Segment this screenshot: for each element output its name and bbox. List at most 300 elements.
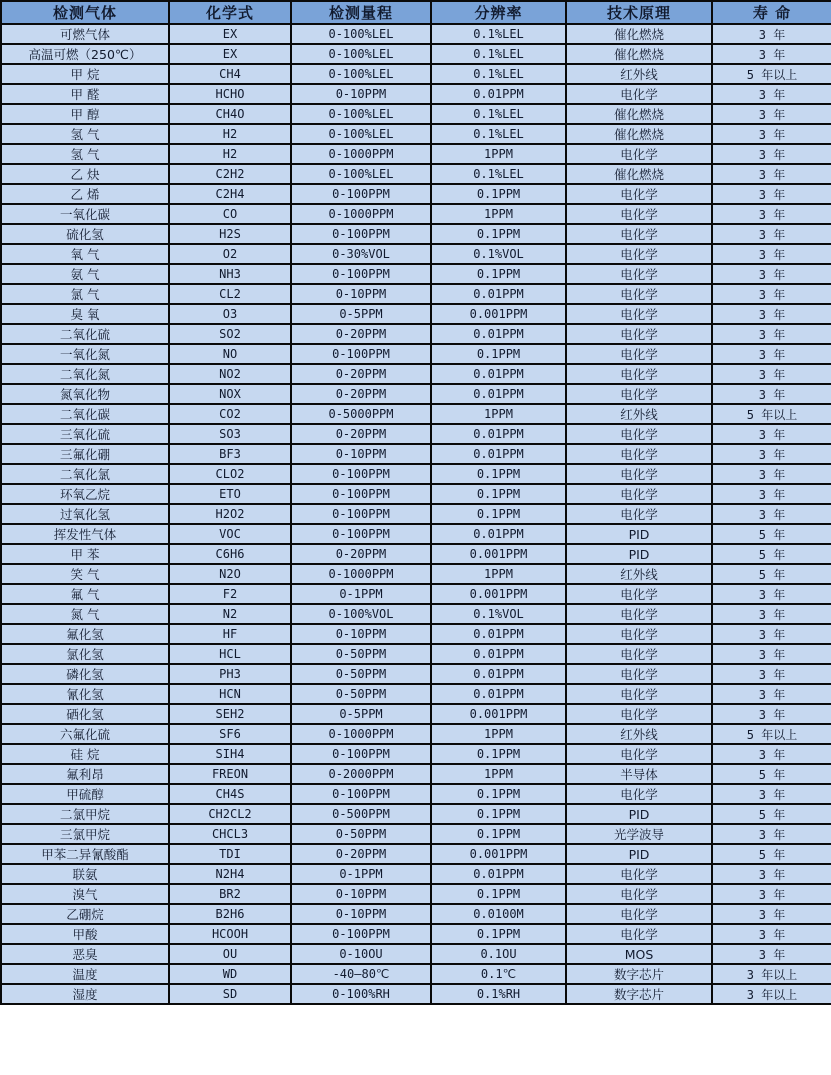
cell-resolution: 0.1PPM bbox=[431, 264, 566, 284]
cell-lifespan: 3 年 bbox=[712, 924, 831, 944]
cell-lifespan: 3 年 bbox=[712, 264, 831, 284]
cell-formula: O2 bbox=[169, 244, 291, 264]
cell-range: 0-500PPM bbox=[291, 804, 431, 824]
cell-resolution: 0.01PPM bbox=[431, 284, 566, 304]
cell-range: 0-20PPM bbox=[291, 324, 431, 344]
cell-principle: 电化学 bbox=[566, 744, 712, 764]
cell-gas: 可燃气体 bbox=[1, 24, 169, 44]
cell-lifespan: 3 年 bbox=[712, 944, 831, 964]
cell-gas: 恶臭 bbox=[1, 944, 169, 964]
table-row bbox=[1, 204, 831, 224]
cell-range: 0-100PPM bbox=[291, 924, 431, 944]
cell-principle: 电化学 bbox=[566, 284, 712, 304]
cell-gas: 三氯甲烷 bbox=[1, 824, 169, 844]
cell-resolution: 1PPM bbox=[431, 724, 566, 744]
cell-lifespan: 5 年以上 bbox=[712, 724, 831, 744]
cell-formula: SO2 bbox=[169, 324, 291, 344]
cell-gas: 甲硫醇 bbox=[1, 784, 169, 804]
cell-formula: TDI bbox=[169, 844, 291, 864]
cell-resolution: 0.1%LEL bbox=[431, 104, 566, 124]
cell-resolution: 0.001PPM bbox=[431, 844, 566, 864]
cell-lifespan: 3 年 bbox=[712, 244, 831, 264]
cell-resolution: 0.1%LEL bbox=[431, 64, 566, 84]
cell-resolution: 0.1%LEL bbox=[431, 44, 566, 64]
cell-gas: 氨 气 bbox=[1, 264, 169, 284]
table-row bbox=[1, 524, 831, 544]
cell-gas: 氯化氢 bbox=[1, 644, 169, 664]
cell-formula: C2H4 bbox=[169, 184, 291, 204]
table-row bbox=[1, 964, 831, 984]
cell-lifespan: 3 年 bbox=[712, 184, 831, 204]
cell-gas: 笑 气 bbox=[1, 564, 169, 584]
header-resolution: 分辨率 bbox=[431, 1, 566, 24]
cell-gas: 甲酸 bbox=[1, 924, 169, 944]
cell-principle: 电化学 bbox=[566, 384, 712, 404]
cell-resolution: 0.1PPM bbox=[431, 344, 566, 364]
cell-resolution: 0.1PPM bbox=[431, 224, 566, 244]
cell-formula: O3 bbox=[169, 304, 291, 324]
cell-range: 0-20PPM bbox=[291, 424, 431, 444]
cell-formula: HCN bbox=[169, 684, 291, 704]
table-row bbox=[1, 264, 831, 284]
cell-principle: 电化学 bbox=[566, 204, 712, 224]
cell-range: -40—80℃ bbox=[291, 964, 431, 984]
cell-resolution: 0.1℃ bbox=[431, 964, 566, 984]
cell-gas: 甲 醇 bbox=[1, 104, 169, 124]
cell-principle: 电化学 bbox=[566, 904, 712, 924]
cell-formula: H2 bbox=[169, 144, 291, 164]
cell-resolution: 0.001PPM bbox=[431, 304, 566, 324]
cell-resolution: 1PPM bbox=[431, 564, 566, 584]
cell-resolution: 0.1%RH bbox=[431, 984, 566, 1004]
cell-formula: CH4S bbox=[169, 784, 291, 804]
cell-range: 0-20PPM bbox=[291, 364, 431, 384]
cell-formula: WD bbox=[169, 964, 291, 984]
cell-range: 0-20PPM bbox=[291, 384, 431, 404]
header-formula: 化学式 bbox=[169, 1, 291, 24]
cell-lifespan: 3 年 bbox=[712, 504, 831, 524]
cell-lifespan: 5 年 bbox=[712, 844, 831, 864]
cell-range: 0-100PPM bbox=[291, 184, 431, 204]
cell-lifespan: 3 年 bbox=[712, 624, 831, 644]
cell-gas: 氟 气 bbox=[1, 584, 169, 604]
cell-gas: 甲 烷 bbox=[1, 64, 169, 84]
cell-principle: 电化学 bbox=[566, 924, 712, 944]
table-row bbox=[1, 484, 831, 504]
cell-gas: 二氯甲烷 bbox=[1, 804, 169, 824]
cell-formula: SIH4 bbox=[169, 744, 291, 764]
cell-gas: 湿度 bbox=[1, 984, 169, 1004]
cell-resolution: 0.01PPM bbox=[431, 864, 566, 884]
cell-range: 0-100%VOL bbox=[291, 604, 431, 624]
cell-principle: 催化燃烧 bbox=[566, 44, 712, 64]
cell-principle: 电化学 bbox=[566, 84, 712, 104]
header-row bbox=[1, 1, 831, 24]
table-row bbox=[1, 84, 831, 104]
cell-formula: CO2 bbox=[169, 404, 291, 424]
cell-formula: CO bbox=[169, 204, 291, 224]
cell-range: 0-100PPM bbox=[291, 464, 431, 484]
cell-gas: 硒化氢 bbox=[1, 704, 169, 724]
cell-gas: 乙硼烷 bbox=[1, 904, 169, 924]
table-row bbox=[1, 564, 831, 584]
cell-formula: CH2CL2 bbox=[169, 804, 291, 824]
cell-principle: 催化燃烧 bbox=[566, 24, 712, 44]
cell-range: 0-100%LEL bbox=[291, 64, 431, 84]
table-row bbox=[1, 824, 831, 844]
cell-formula: CHCL3 bbox=[169, 824, 291, 844]
cell-lifespan: 3 年 bbox=[712, 484, 831, 504]
cell-gas: 溴气 bbox=[1, 884, 169, 904]
table-row bbox=[1, 644, 831, 664]
cell-lifespan: 3 年 bbox=[712, 464, 831, 484]
cell-gas: 甲 醛 bbox=[1, 84, 169, 104]
cell-formula: CH4 bbox=[169, 64, 291, 84]
cell-formula: OU bbox=[169, 944, 291, 964]
cell-formula: C2H2 bbox=[169, 164, 291, 184]
cell-formula: N2O bbox=[169, 564, 291, 584]
cell-formula: H2S bbox=[169, 224, 291, 244]
cell-formula: HCOOH bbox=[169, 924, 291, 944]
table-row bbox=[1, 424, 831, 444]
cell-resolution: 0.1%VOL bbox=[431, 604, 566, 624]
cell-gas: 氟利昂 bbox=[1, 764, 169, 784]
cell-gas: 高温可燃（250℃） bbox=[1, 44, 169, 64]
cell-formula: SEH2 bbox=[169, 704, 291, 724]
header-gas: 检测气体 bbox=[1, 1, 169, 24]
cell-range: 0-100PPM bbox=[291, 224, 431, 244]
cell-formula: CLO2 bbox=[169, 464, 291, 484]
table-row bbox=[1, 184, 831, 204]
cell-principle: 催化燃烧 bbox=[566, 104, 712, 124]
cell-range: 0-5PPM bbox=[291, 704, 431, 724]
cell-range: 0-100%LEL bbox=[291, 164, 431, 184]
table-row bbox=[1, 24, 831, 44]
cell-formula: EX bbox=[169, 24, 291, 44]
table-row bbox=[1, 404, 831, 424]
table-row bbox=[1, 464, 831, 484]
cell-lifespan: 3 年 bbox=[712, 364, 831, 384]
cell-formula: PH3 bbox=[169, 664, 291, 684]
cell-range: 0-1PPM bbox=[291, 864, 431, 884]
cell-lifespan: 3 年 bbox=[712, 704, 831, 724]
cell-resolution: 0.1PPM bbox=[431, 504, 566, 524]
table-row bbox=[1, 884, 831, 904]
cell-principle: 半导体 bbox=[566, 764, 712, 784]
cell-formula: SD bbox=[169, 984, 291, 1004]
cell-formula: HCL bbox=[169, 644, 291, 664]
cell-lifespan: 5 年 bbox=[712, 524, 831, 544]
cell-principle: 催化燃烧 bbox=[566, 164, 712, 184]
cell-principle: 电化学 bbox=[566, 784, 712, 804]
cell-principle: PID bbox=[566, 804, 712, 824]
cell-resolution: 0.1%LEL bbox=[431, 164, 566, 184]
cell-principle: 电化学 bbox=[566, 444, 712, 464]
cell-resolution: 0.1PPM bbox=[431, 804, 566, 824]
cell-lifespan: 3 年 bbox=[712, 744, 831, 764]
cell-lifespan: 3 年 bbox=[712, 884, 831, 904]
cell-principle: 催化燃烧 bbox=[566, 124, 712, 144]
cell-lifespan: 3 年 bbox=[712, 424, 831, 444]
cell-resolution: 0.01PPM bbox=[431, 644, 566, 664]
cell-lifespan: 3 年 bbox=[712, 224, 831, 244]
table-row bbox=[1, 784, 831, 804]
cell-gas: 三氧化硫 bbox=[1, 424, 169, 444]
cell-range: 0-50PPM bbox=[291, 684, 431, 704]
cell-principle: 红外线 bbox=[566, 724, 712, 744]
cell-range: 0-50PPM bbox=[291, 644, 431, 664]
cell-principle: 电化学 bbox=[566, 584, 712, 604]
cell-formula: VOC bbox=[169, 524, 291, 544]
cell-lifespan: 3 年 bbox=[712, 324, 831, 344]
cell-resolution: 0.01PPM bbox=[431, 84, 566, 104]
cell-principle: 电化学 bbox=[566, 264, 712, 284]
cell-gas: 氢 气 bbox=[1, 144, 169, 164]
cell-formula: H2 bbox=[169, 124, 291, 144]
cell-lifespan: 3 年 bbox=[712, 584, 831, 604]
cell-gas: 氮 气 bbox=[1, 604, 169, 624]
cell-principle: PID bbox=[566, 844, 712, 864]
cell-resolution: 0.1PPM bbox=[431, 184, 566, 204]
cell-formula: HCHO bbox=[169, 84, 291, 104]
cell-principle: PID bbox=[566, 524, 712, 544]
table-row bbox=[1, 444, 831, 464]
cell-resolution: 0.01PPM bbox=[431, 364, 566, 384]
cell-resolution: 0.001PPM bbox=[431, 704, 566, 724]
cell-principle: 电化学 bbox=[566, 664, 712, 684]
cell-formula: HF bbox=[169, 624, 291, 644]
cell-gas: 联氨 bbox=[1, 864, 169, 884]
cell-resolution: 0.1PPM bbox=[431, 744, 566, 764]
cell-principle: 电化学 bbox=[566, 144, 712, 164]
cell-lifespan: 5 年 bbox=[712, 544, 831, 564]
cell-resolution: 1PPM bbox=[431, 144, 566, 164]
table-row bbox=[1, 324, 831, 344]
cell-resolution: 0.1PPM bbox=[431, 784, 566, 804]
cell-principle: 电化学 bbox=[566, 504, 712, 524]
table-row bbox=[1, 544, 831, 564]
cell-formula: NO2 bbox=[169, 364, 291, 384]
cell-gas: 甲苯二异氰酸酯 bbox=[1, 844, 169, 864]
cell-lifespan: 3 年 bbox=[712, 664, 831, 684]
table-row bbox=[1, 364, 831, 384]
cell-gas: 二氧化硫 bbox=[1, 324, 169, 344]
table-row bbox=[1, 584, 831, 604]
table-row bbox=[1, 944, 831, 964]
cell-lifespan: 3 年 bbox=[712, 644, 831, 664]
cell-gas: 环氧乙烷 bbox=[1, 484, 169, 504]
cell-resolution: 0.01PPM bbox=[431, 384, 566, 404]
cell-formula: SO3 bbox=[169, 424, 291, 444]
cell-range: 0-5000PPM bbox=[291, 404, 431, 424]
cell-principle: 数字芯片 bbox=[566, 964, 712, 984]
cell-principle: 电化学 bbox=[566, 224, 712, 244]
cell-resolution: 0.01PPM bbox=[431, 424, 566, 444]
table-row bbox=[1, 744, 831, 764]
cell-lifespan: 3 年 bbox=[712, 104, 831, 124]
cell-resolution: 1PPM bbox=[431, 404, 566, 424]
cell-principle: 电化学 bbox=[566, 304, 712, 324]
header-principle: 技术原理 bbox=[566, 1, 712, 24]
header-lifespan: 寿 命 bbox=[712, 1, 831, 24]
table-row bbox=[1, 904, 831, 924]
cell-resolution: 0.1PPM bbox=[431, 464, 566, 484]
cell-gas: 氟化氢 bbox=[1, 624, 169, 644]
cell-principle: 红外线 bbox=[566, 404, 712, 424]
cell-principle: 电化学 bbox=[566, 244, 712, 264]
cell-range: 0-100PPM bbox=[291, 744, 431, 764]
cell-principle: 光学波导 bbox=[566, 824, 712, 844]
table-row bbox=[1, 624, 831, 644]
cell-principle: 电化学 bbox=[566, 704, 712, 724]
cell-principle: 电化学 bbox=[566, 364, 712, 384]
table-row bbox=[1, 504, 831, 524]
cell-range: 0-100PPM bbox=[291, 344, 431, 364]
header-range: 检测量程 bbox=[291, 1, 431, 24]
cell-lifespan: 3 年 bbox=[712, 864, 831, 884]
cell-gas: 六氟化硫 bbox=[1, 724, 169, 744]
cell-resolution: 0.01PPM bbox=[431, 624, 566, 644]
table-row bbox=[1, 704, 831, 724]
cell-range: 0-100%LEL bbox=[291, 24, 431, 44]
cell-gas: 氰化氢 bbox=[1, 684, 169, 704]
cell-formula: FREON bbox=[169, 764, 291, 784]
cell-resolution: 1PPM bbox=[431, 204, 566, 224]
cell-principle: 电化学 bbox=[566, 344, 712, 364]
cell-range: 0-5PPM bbox=[291, 304, 431, 324]
table-row bbox=[1, 244, 831, 264]
cell-lifespan: 3 年 bbox=[712, 84, 831, 104]
cell-lifespan: 3 年 bbox=[712, 344, 831, 364]
cell-resolution: 0.01PPM bbox=[431, 444, 566, 464]
table-row bbox=[1, 144, 831, 164]
cell-gas: 臭 氧 bbox=[1, 304, 169, 324]
cell-resolution: 0.1OU bbox=[431, 944, 566, 964]
cell-resolution: 0.01PPM bbox=[431, 324, 566, 344]
cell-gas: 硫化氢 bbox=[1, 224, 169, 244]
cell-gas: 氮氧化物 bbox=[1, 384, 169, 404]
cell-formula: NH3 bbox=[169, 264, 291, 284]
cell-range: 0-50PPM bbox=[291, 664, 431, 684]
cell-principle: PID bbox=[566, 544, 712, 564]
cell-resolution: 0.0100M bbox=[431, 904, 566, 924]
cell-range: 0-2000PPM bbox=[291, 764, 431, 784]
cell-formula: CL2 bbox=[169, 284, 291, 304]
table-row bbox=[1, 44, 831, 64]
cell-formula: NOX bbox=[169, 384, 291, 404]
cell-principle: 电化学 bbox=[566, 464, 712, 484]
cell-gas: 二氧化氮 bbox=[1, 364, 169, 384]
cell-lifespan: 3 年 bbox=[712, 824, 831, 844]
cell-principle: 数字芯片 bbox=[566, 984, 712, 1004]
table-row bbox=[1, 984, 831, 1004]
table-row bbox=[1, 164, 831, 184]
cell-resolution: 0.1%VOL bbox=[431, 244, 566, 264]
cell-formula: N2 bbox=[169, 604, 291, 624]
cell-gas: 温度 bbox=[1, 964, 169, 984]
cell-lifespan: 3 年 bbox=[712, 164, 831, 184]
cell-formula: EX bbox=[169, 44, 291, 64]
cell-gas: 二氧化碳 bbox=[1, 404, 169, 424]
cell-range: 0-1000PPM bbox=[291, 564, 431, 584]
cell-range: 0-100%RH bbox=[291, 984, 431, 1004]
cell-lifespan: 3 年 bbox=[712, 284, 831, 304]
cell-lifespan: 3 年 bbox=[712, 604, 831, 624]
cell-range: 0-10PPM bbox=[291, 624, 431, 644]
table-row bbox=[1, 224, 831, 244]
cell-formula: C6H6 bbox=[169, 544, 291, 564]
cell-resolution: 0.1%LEL bbox=[431, 124, 566, 144]
cell-principle: 电化学 bbox=[566, 624, 712, 644]
cell-principle: 电化学 bbox=[566, 424, 712, 444]
table-row bbox=[1, 724, 831, 744]
cell-range: 0-100%LEL bbox=[291, 104, 431, 124]
cell-formula: SF6 bbox=[169, 724, 291, 744]
cell-principle: 电化学 bbox=[566, 484, 712, 504]
table-row bbox=[1, 64, 831, 84]
cell-gas: 氧 气 bbox=[1, 244, 169, 264]
cell-gas: 磷化氢 bbox=[1, 664, 169, 684]
cell-range: 0-10PPM bbox=[291, 444, 431, 464]
cell-range: 0-1000PPM bbox=[291, 204, 431, 224]
table-body bbox=[1, 24, 831, 1004]
table-row bbox=[1, 284, 831, 304]
cell-lifespan: 3 年 bbox=[712, 444, 831, 464]
table-row bbox=[1, 844, 831, 864]
cell-resolution: 0.01PPM bbox=[431, 664, 566, 684]
cell-resolution: 0.1PPM bbox=[431, 824, 566, 844]
cell-lifespan: 3 年以上 bbox=[712, 984, 831, 1004]
table-row bbox=[1, 604, 831, 624]
cell-principle: 电化学 bbox=[566, 324, 712, 344]
cell-gas: 乙 炔 bbox=[1, 164, 169, 184]
table-row bbox=[1, 304, 831, 324]
cell-range: 0-1000PPM bbox=[291, 144, 431, 164]
cell-gas: 挥发性气体 bbox=[1, 524, 169, 544]
cell-principle: MOS bbox=[566, 944, 712, 964]
cell-gas: 甲 苯 bbox=[1, 544, 169, 564]
table-row bbox=[1, 864, 831, 884]
cell-range: 0-100PPM bbox=[291, 484, 431, 504]
cell-principle: 电化学 bbox=[566, 884, 712, 904]
table-row bbox=[1, 384, 831, 404]
table-row bbox=[1, 764, 831, 784]
cell-lifespan: 3 年 bbox=[712, 304, 831, 324]
cell-principle: 电化学 bbox=[566, 684, 712, 704]
cell-range: 0-10PPM bbox=[291, 84, 431, 104]
cell-lifespan: 5 年 bbox=[712, 804, 831, 824]
cell-lifespan: 5 年以上 bbox=[712, 64, 831, 84]
cell-range: 0-10PPM bbox=[291, 884, 431, 904]
cell-range: 0-100PPM bbox=[291, 784, 431, 804]
cell-principle: 电化学 bbox=[566, 184, 712, 204]
cell-lifespan: 3 年 bbox=[712, 144, 831, 164]
cell-lifespan: 3 年以上 bbox=[712, 964, 831, 984]
cell-lifespan: 5 年 bbox=[712, 764, 831, 784]
cell-gas: 二氧化氯 bbox=[1, 464, 169, 484]
cell-gas: 一氧化氮 bbox=[1, 344, 169, 364]
cell-range: 0-1PPM bbox=[291, 584, 431, 604]
table-row bbox=[1, 684, 831, 704]
cell-lifespan: 3 年 bbox=[712, 124, 831, 144]
cell-resolution: 1PPM bbox=[431, 764, 566, 784]
cell-gas: 氯 气 bbox=[1, 284, 169, 304]
cell-range: 0-10PPM bbox=[291, 904, 431, 924]
cell-resolution: 0.001PPM bbox=[431, 544, 566, 564]
cell-gas: 硅 烷 bbox=[1, 744, 169, 764]
cell-principle: 电化学 bbox=[566, 644, 712, 664]
cell-range: 0-20PPM bbox=[291, 844, 431, 864]
